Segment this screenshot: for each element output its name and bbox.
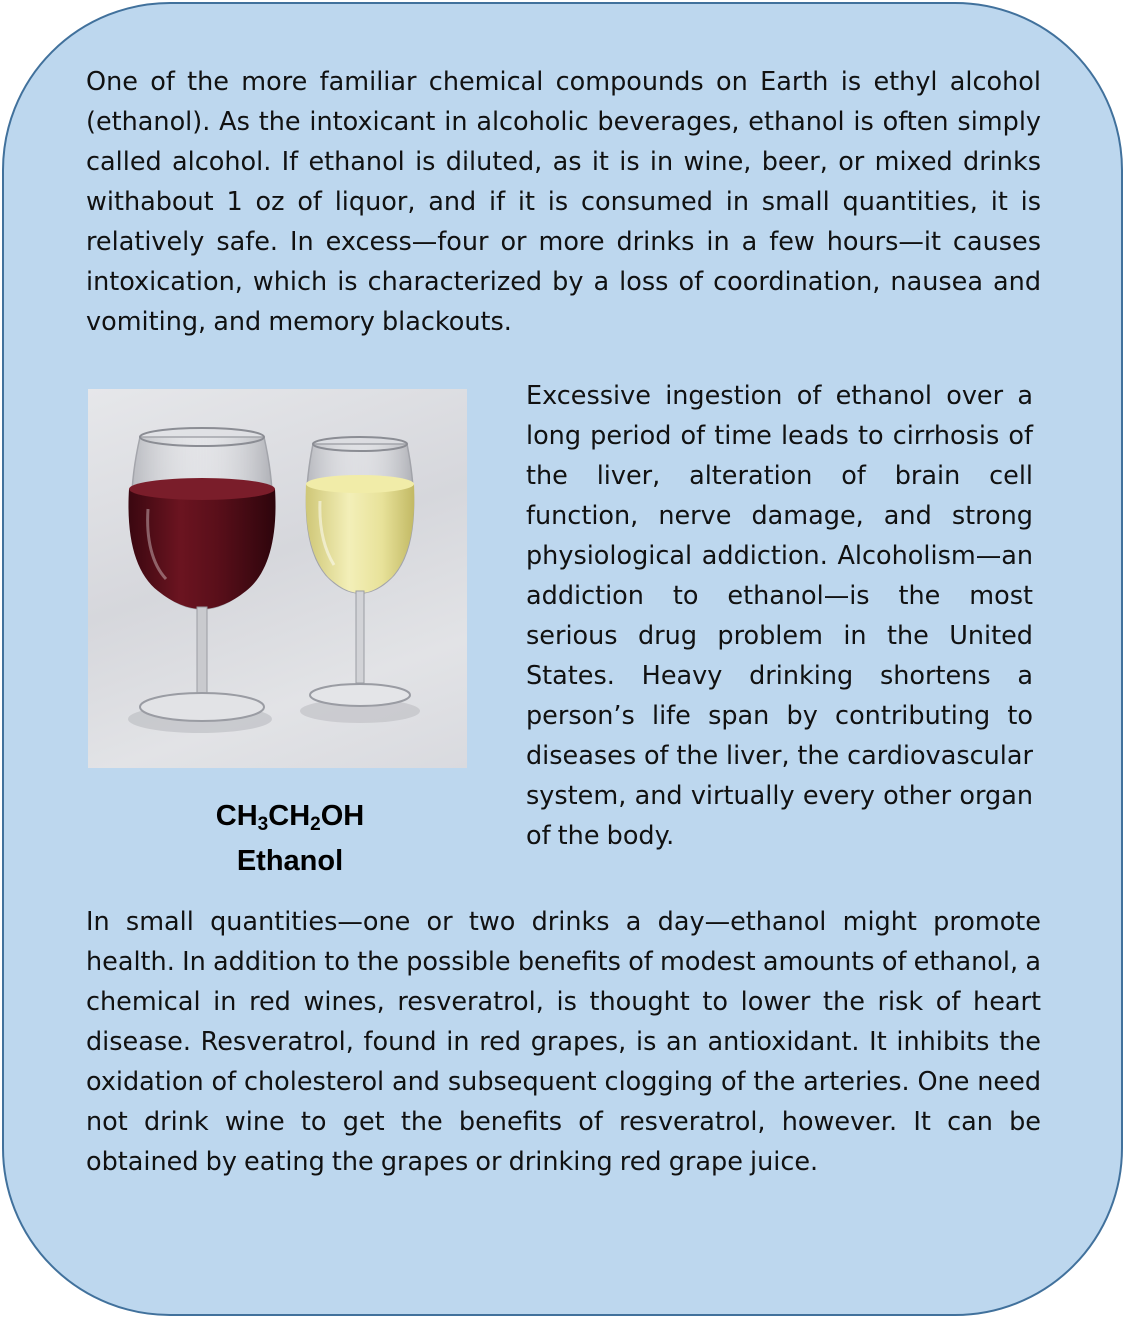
formula-part-oh: OH	[320, 800, 365, 832]
intro-paragraph: One of the more familiar chemical compounds on Earth is ethyl alcohol (ethanol). As the intoxicant in alcoholic beverages, ethanol is often simply called alcohol. If ethanol is diluted, as it is in wine, beer, or mixed drinks withabout 1 oz of liquor, and if it is consumed in small quantities, it is relatively safe. In excess—four or more drinks in a few hours—it causes intoxication, which is characterized by a loss of coordination, nausea and vomiting, and memory blackouts.	[86, 67, 1041, 337]
formula-subscript-3: 3	[257, 814, 269, 835]
effects-paragraph: Excessive ingestion of ethanol over a long period of time leads to cirrhosis of the liver, alteration of brain cell function, nerve damage, and strong physiological addiction. Alcoholism—an addiction to ethanol—is the most serious drug problem in the United States. Heavy drinking shortens a person’s life span by contributing to diseases of the liver, the cardiovascular system, and virtually every other organ of the body.	[526, 381, 1033, 851]
formula-part-ch: CH	[215, 800, 258, 832]
figure-caption: Ethanol	[236, 845, 344, 877]
ethanol-formula	[140, 798, 440, 834]
formula-subscript-2: 2	[310, 814, 321, 835]
wine-glasses-photo	[88, 389, 467, 768]
benefits-paragraph: In small quantities—one or two drinks a day—ethanol might promote health. In addition to the possible benefits of modest amounts of ethanol, a chemical in red wines, resveratrol, is thought to lower the risk of heart disease. Resveratrol, found in red grapes, is an antioxidant. It inhibits the oxidation of cholesterol and subsequent clogging of the arteries. One need not drink wine to get the benefits of resveratrol, however. It can be obtained by eating the grapes or drinking red grape juice.	[86, 907, 1041, 1177]
formula-part-ch2: CH	[268, 800, 311, 832]
